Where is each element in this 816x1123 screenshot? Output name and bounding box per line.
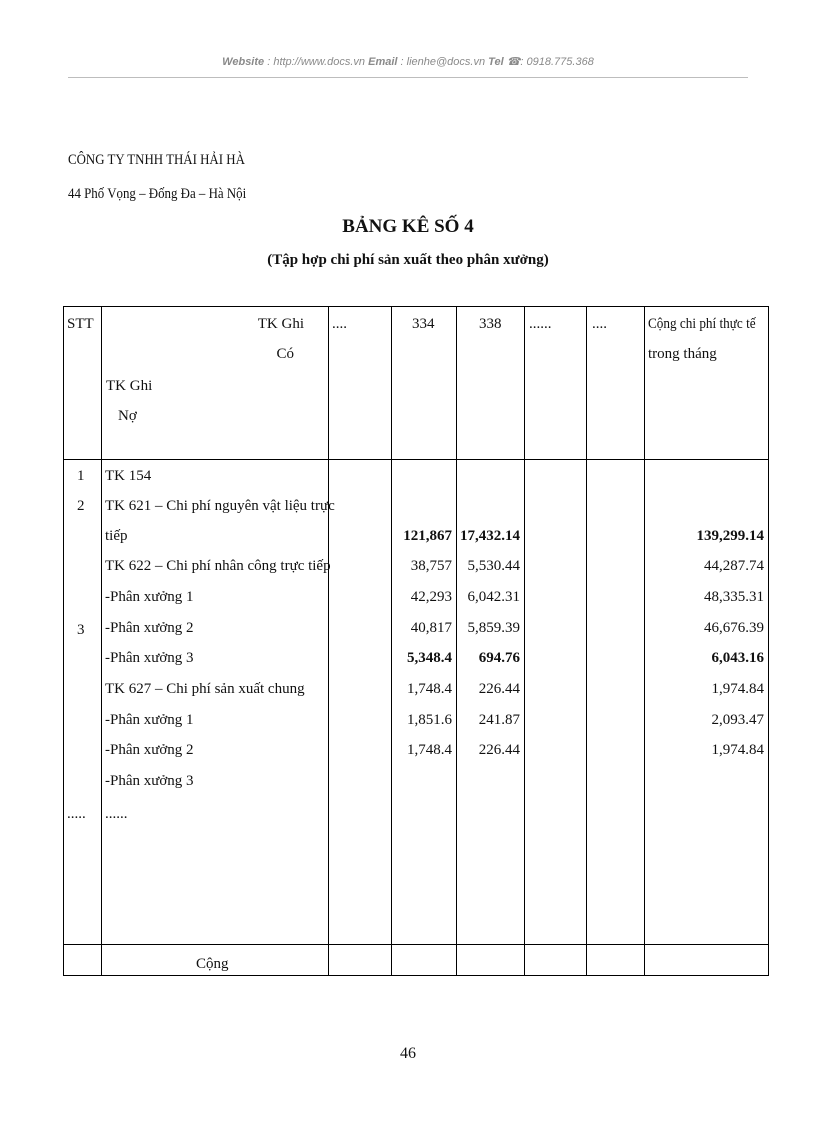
header-col-dots: ....	[592, 316, 607, 332]
row-label: ......	[105, 806, 128, 822]
header-col-338: 338	[479, 316, 502, 332]
header-no: Nợ	[118, 408, 137, 424]
header-row-divider	[64, 459, 768, 460]
cell-total: 139,299.14	[696, 528, 764, 544]
email-label: Email	[368, 56, 398, 68]
footer-row-divider	[64, 944, 768, 945]
col-divider	[644, 307, 645, 975]
cell-334: 1,851.6	[407, 712, 452, 728]
phone-icon: ☎	[506, 56, 521, 68]
header-total-month: trong tháng	[648, 346, 717, 362]
row-label: TK 627 – Chi phí sản xuất chung	[105, 681, 305, 697]
stt-cell: 2	[77, 498, 85, 514]
row-label: tiếp	[105, 528, 128, 544]
header-col-dots: ....	[332, 316, 347, 332]
page-header	[0, 55, 816, 68]
col-divider	[586, 307, 587, 975]
cell-334: 42,293	[410, 589, 452, 605]
cell-total: 2,093.47	[711, 712, 764, 728]
cell-338: 241.87	[478, 712, 520, 728]
footer-total-label: Cộng	[196, 956, 229, 972]
email-address[interactable]: : lienhe@docs.vn	[400, 56, 486, 68]
cell-338: 694.76	[478, 650, 520, 666]
col-divider	[101, 307, 102, 975]
row-label: TK 622 – Chi phí nhân công trực tiếp	[105, 558, 331, 574]
cell-338: 226.44	[478, 742, 520, 758]
col-divider	[328, 307, 329, 975]
cell-334: 121,867	[403, 528, 452, 544]
cell-total: 48,335.31	[704, 589, 764, 605]
stt-cell: .....	[67, 806, 86, 822]
cell-338: 17,432.14	[460, 528, 520, 544]
stt-cell: 1	[77, 468, 85, 484]
page-title: BẢNG KÊ SỐ 4	[342, 216, 474, 237]
tel-number: : 0918.775.368	[520, 56, 594, 68]
cell-338: 6,042.31	[467, 589, 520, 605]
header-co: Có	[276, 346, 294, 362]
row-label: -Phân xưởng 1	[105, 712, 194, 728]
header-tk-ghi-no: TK Ghi	[106, 378, 153, 394]
row-label: TK 621 – Chi phí nguyên vật liệu trực	[105, 498, 335, 514]
row-label: -Phân xưởng 2	[105, 620, 194, 636]
row-label: -Phân xưởng 3	[105, 650, 194, 666]
website-label: Website	[222, 56, 265, 68]
row-label: -Phân xưởng 1	[105, 589, 194, 605]
cell-total: 1,974.84	[711, 681, 764, 697]
cell-334: 1,748.4	[407, 681, 452, 697]
cell-338: 5,859.39	[467, 620, 520, 636]
header-divider	[68, 77, 748, 78]
header-tk-ghi-co: TK Ghi	[257, 316, 304, 332]
cell-334: 1,748.4	[407, 742, 452, 758]
page-subtitle: (Tập hợp chi phí sản xuất theo phân xưởng)	[267, 252, 549, 268]
col-divider	[391, 307, 392, 975]
cost-table	[63, 306, 769, 976]
header-col-dots: ......	[529, 316, 552, 332]
header-total: Cộng chi phí thực tế	[648, 316, 756, 332]
row-label: -Phân xưởng 3	[105, 773, 194, 789]
cell-total: 46,676.39	[704, 620, 764, 636]
header-stt: STT	[67, 316, 94, 332]
row-label: -Phân xưởng 2	[105, 742, 194, 758]
company-name: CÔNG TY TNHH THÁI HẢI HÀ	[68, 152, 245, 168]
stt-cell: 3	[77, 622, 85, 638]
cell-334: 38,757	[410, 558, 452, 574]
tel-label: Tel	[488, 56, 504, 68]
row-label: TK 154	[105, 468, 152, 484]
cell-total: 1,974.84	[711, 742, 764, 758]
cell-total: 6,043.16	[711, 650, 764, 666]
cell-334: 5,348.4	[407, 650, 452, 666]
page-number: 46	[400, 1045, 416, 1062]
col-divider	[456, 307, 457, 975]
cell-338: 5,530.44	[467, 558, 520, 574]
cell-338: 226.44	[478, 681, 520, 697]
cell-total: 44,287.74	[704, 558, 764, 574]
cell-334: 40,817	[410, 620, 452, 636]
col-divider	[524, 307, 525, 975]
header-col-334: 334	[412, 316, 435, 332]
website-url[interactable]: : http://www.docs.vn	[267, 56, 366, 68]
company-address: 44 Phố Vọng – Đống Đa – Hà Nội	[68, 186, 247, 202]
